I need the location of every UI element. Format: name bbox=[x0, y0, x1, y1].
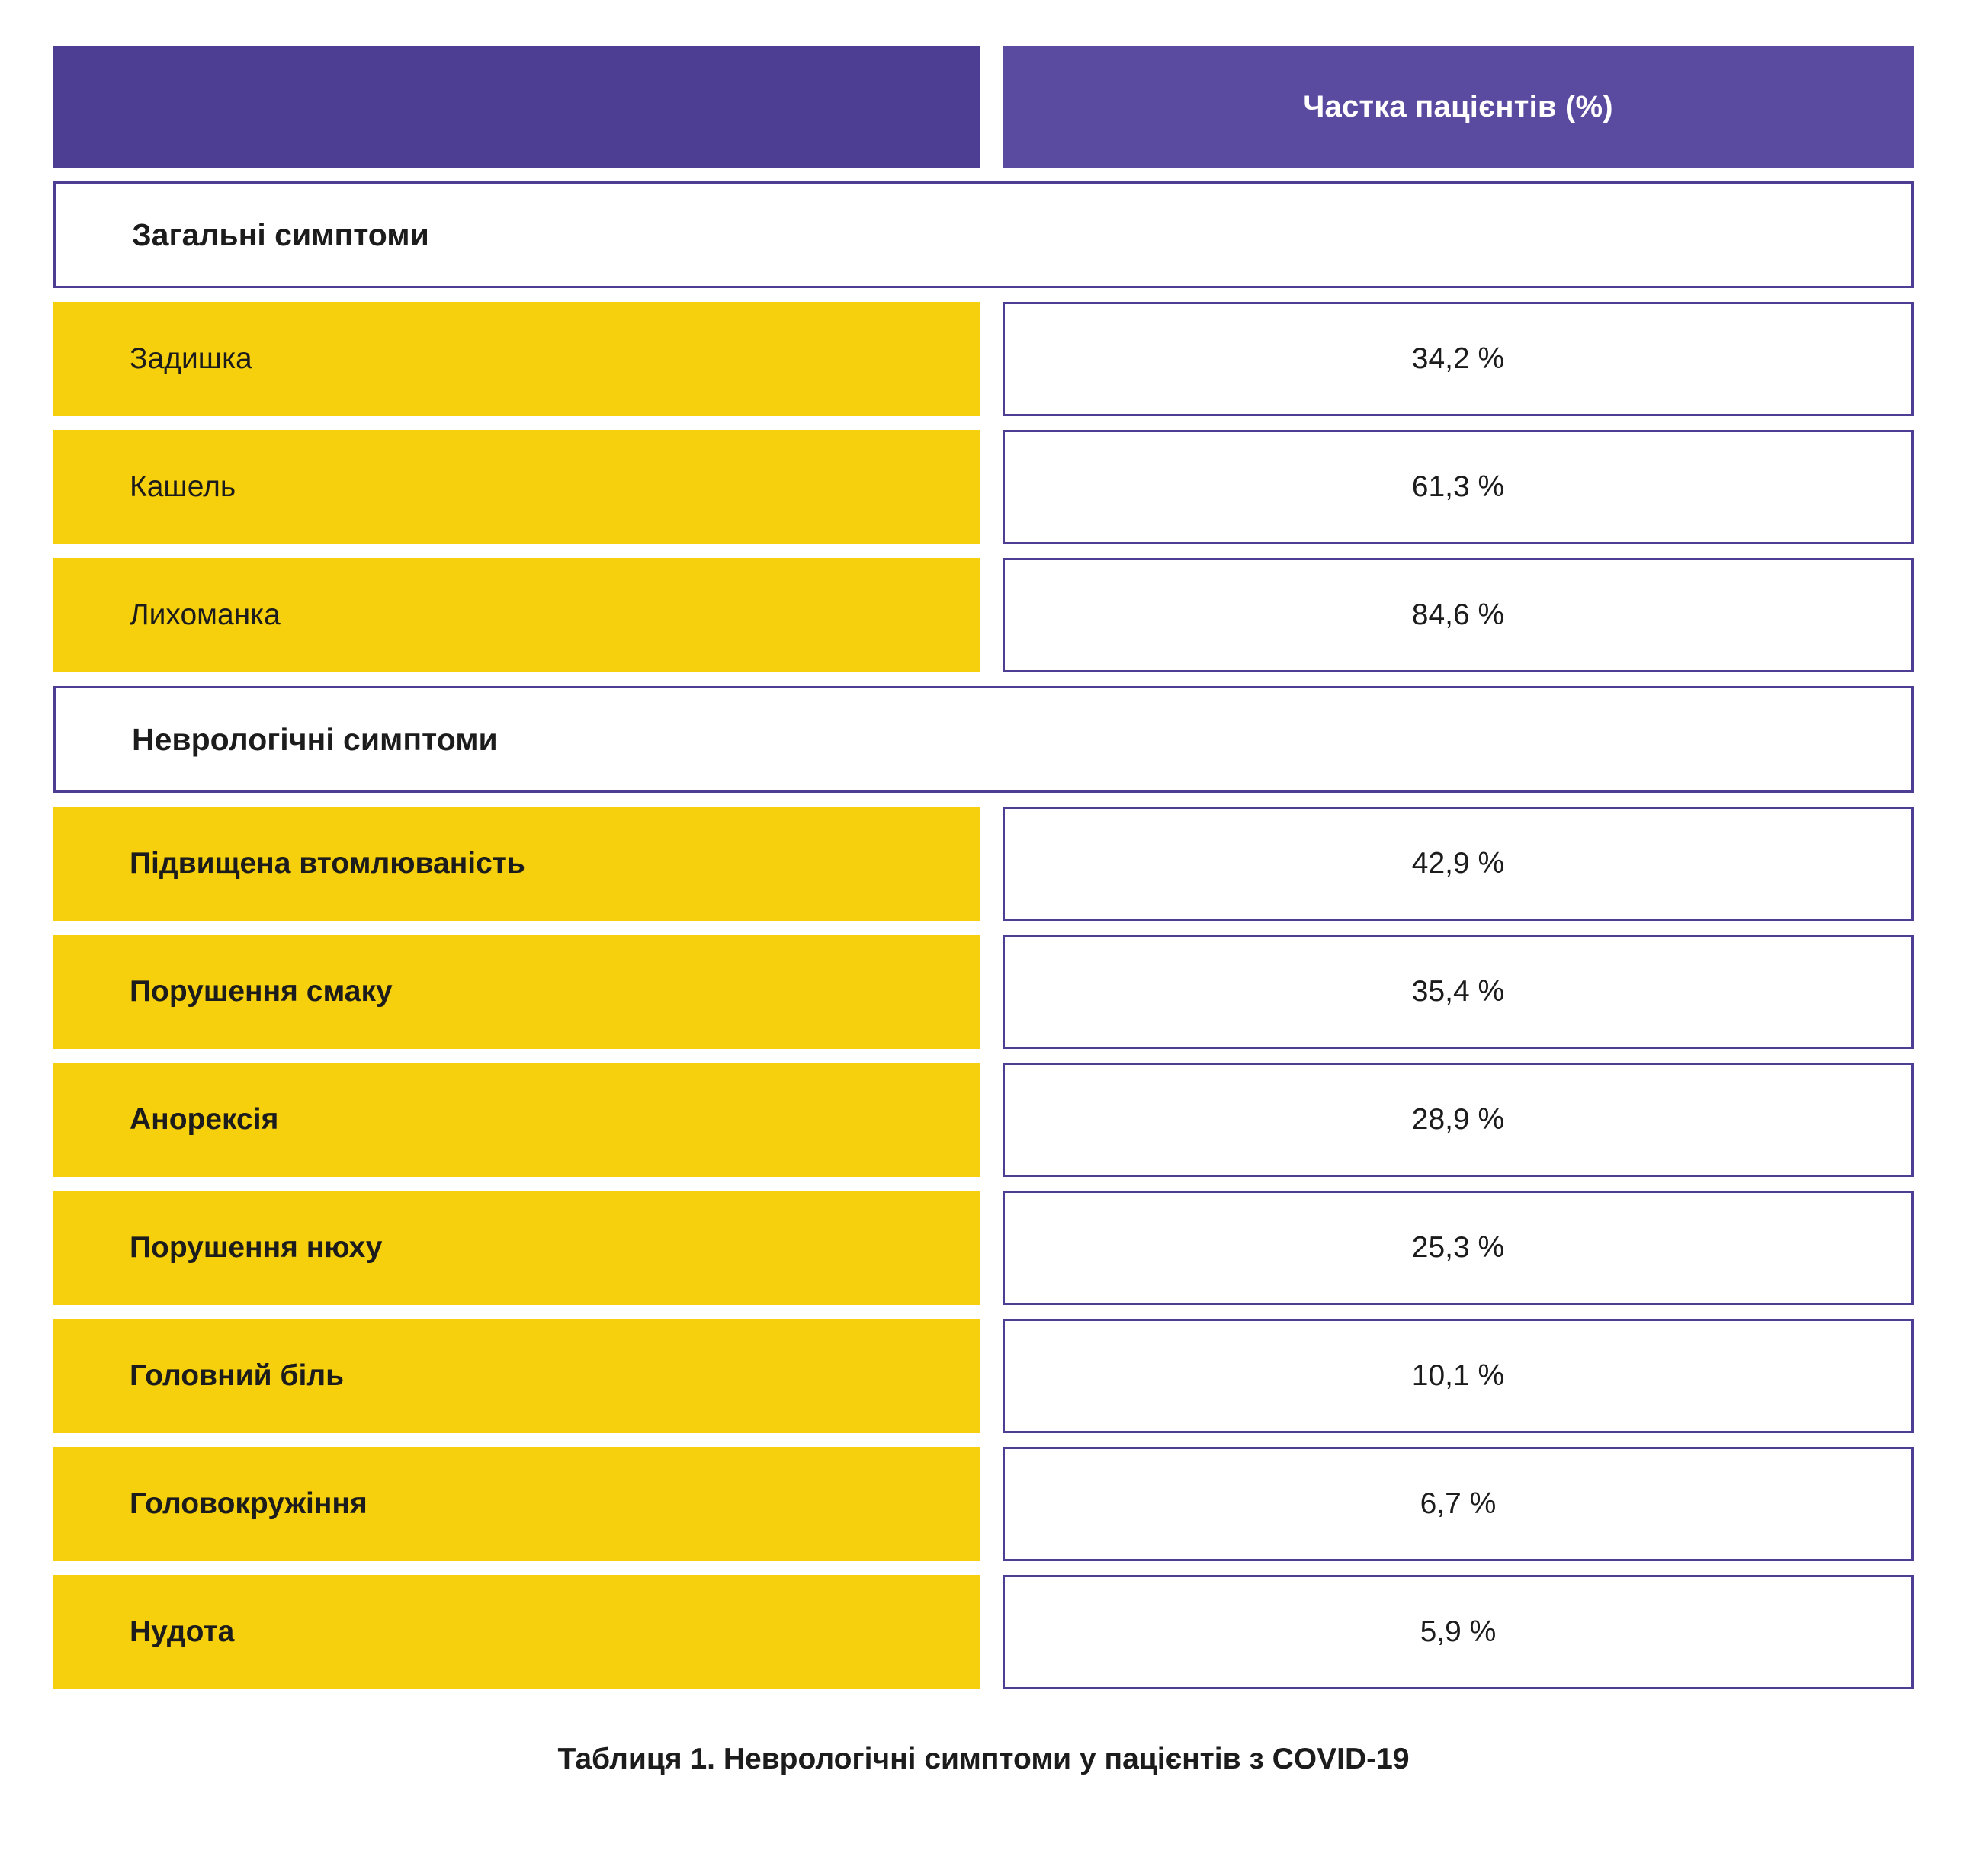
symptom-name-cell bbox=[53, 302, 980, 416]
symptom-value: 6,7 % bbox=[1420, 1487, 1497, 1520]
symptom-value-cell bbox=[1003, 302, 1914, 416]
symptom-value: 25,3 % bbox=[1411, 1231, 1505, 1264]
section-title: Неврологічні симптоми bbox=[132, 721, 498, 757]
symptom-name: Лихоманка bbox=[130, 598, 281, 631]
symptom-value-cell bbox=[1003, 1447, 1914, 1561]
section-header-row bbox=[53, 181, 1914, 288]
table-row bbox=[53, 935, 1914, 1049]
symptom-value: 28,9 % bbox=[1411, 1103, 1505, 1136]
table-header-right-cell bbox=[1003, 46, 1914, 168]
symptom-name: Задишка bbox=[130, 342, 252, 375]
symptom-name: Порушення смаку bbox=[130, 975, 393, 1008]
symptom-name-cell bbox=[53, 935, 980, 1049]
symptom-value: 84,6 % bbox=[1411, 598, 1505, 631]
symptom-name-cell bbox=[53, 1063, 980, 1177]
symptom-name-cell bbox=[53, 1319, 980, 1433]
table-row bbox=[53, 1575, 1914, 1689]
table-row bbox=[53, 1063, 1914, 1177]
table-header-row bbox=[53, 46, 1914, 168]
table-row bbox=[53, 807, 1914, 921]
symptom-value: 10,1 % bbox=[1411, 1359, 1505, 1392]
symptom-value-cell bbox=[1003, 935, 1914, 1049]
symptom-name-cell bbox=[53, 1191, 980, 1305]
symptom-name-cell bbox=[53, 1447, 980, 1561]
table-row bbox=[53, 558, 1914, 672]
symptom-value-cell bbox=[1003, 430, 1914, 544]
symptom-value: 35,4 % bbox=[1411, 975, 1505, 1008]
symptom-name-cell bbox=[53, 807, 980, 921]
symptom-value-cell bbox=[1003, 1191, 1914, 1305]
symptom-name: Головокружіння bbox=[130, 1487, 367, 1520]
symptom-value-cell bbox=[1003, 558, 1914, 672]
symptom-name-cell bbox=[53, 1575, 980, 1689]
symptom-value-cell bbox=[1003, 1575, 1914, 1689]
symptom-name: Підвищена втомлюваність bbox=[130, 847, 525, 880]
table-row bbox=[53, 430, 1914, 544]
symptom-value: 34,2 % bbox=[1411, 342, 1505, 375]
symptom-value-cell bbox=[1003, 1319, 1914, 1433]
symptom-value: 42,9 % bbox=[1411, 847, 1505, 880]
symptom-name: Нудота bbox=[130, 1615, 235, 1648]
table-header-left-cell bbox=[53, 46, 980, 168]
symptom-name: Кашель bbox=[130, 470, 236, 503]
symptom-name: Головний біль bbox=[130, 1359, 345, 1392]
symptom-value-cell bbox=[1003, 1063, 1914, 1177]
symptom-name-cell bbox=[53, 430, 980, 544]
table-header-right-label: Частка пацієнтів (%) bbox=[1303, 89, 1613, 123]
symptom-value: 61,3 % bbox=[1411, 470, 1505, 503]
table-row bbox=[53, 1319, 1914, 1433]
symptom-name: Порушення нюху bbox=[130, 1231, 383, 1264]
table-row bbox=[53, 302, 1914, 416]
section-title: Загальні симптоми bbox=[132, 216, 429, 252]
symptom-name-cell bbox=[53, 558, 980, 672]
section-header-row bbox=[53, 686, 1914, 793]
symptom-name: Анорексія bbox=[130, 1103, 279, 1136]
symptom-value-cell bbox=[1003, 807, 1914, 921]
table-row bbox=[53, 1447, 1914, 1561]
table-row bbox=[53, 1191, 1914, 1305]
symptom-value: 5,9 % bbox=[1420, 1615, 1497, 1648]
table-caption: Таблиця 1. Неврологічні симптоми у пацієнтів з COVID-19 bbox=[557, 1743, 1410, 1775]
